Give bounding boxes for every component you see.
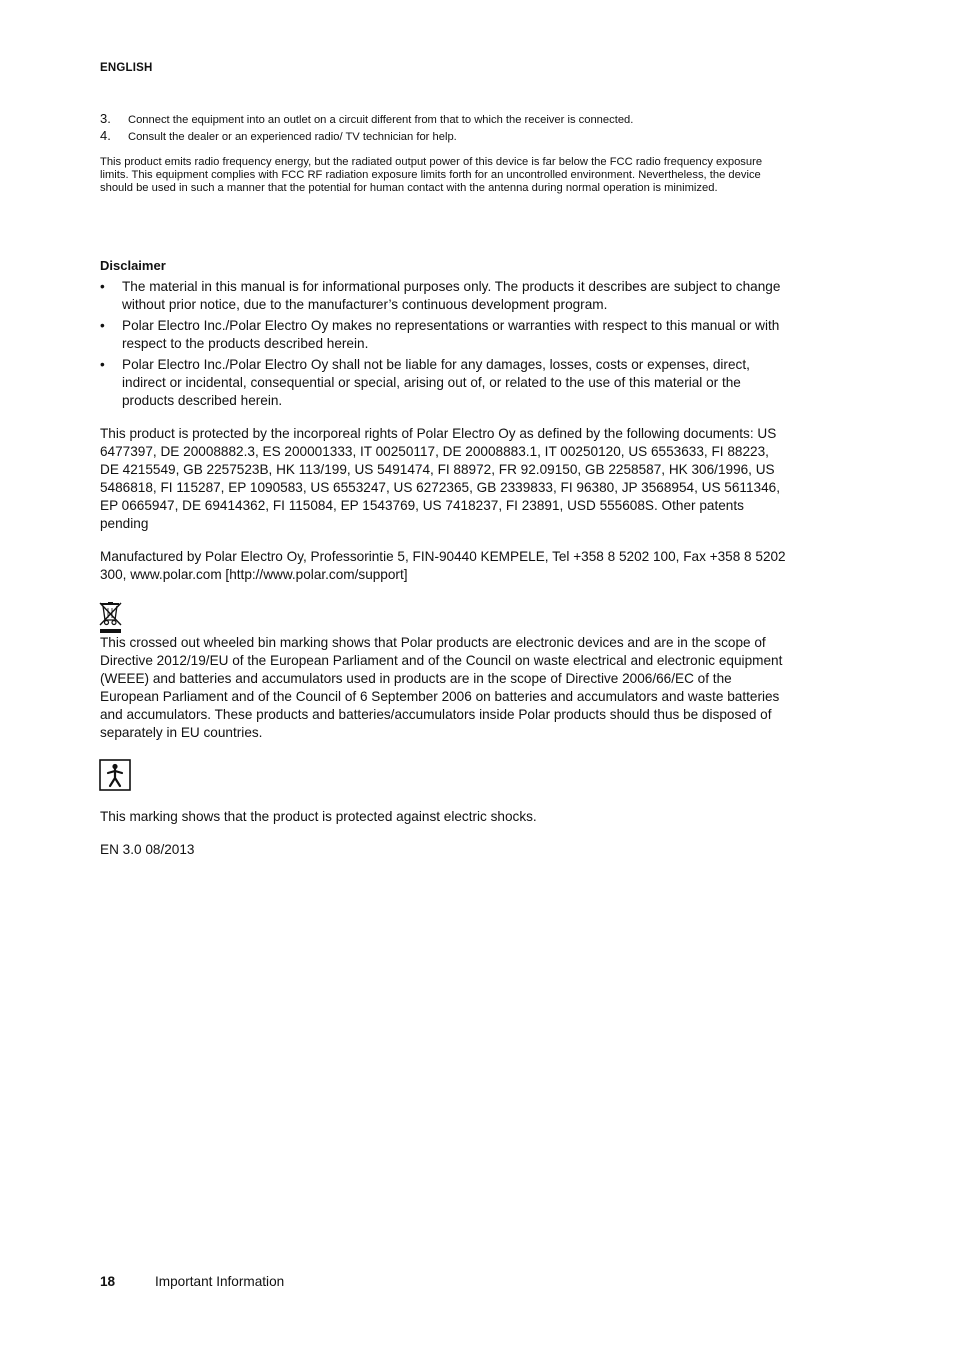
list-item xyxy=(100,111,800,128)
crossed-out-wheeled-bin-icon xyxy=(99,602,123,635)
fcc-exposure-paragraph: This product emits radio frequency energy, but the radiated output power of this device is far below the FCC radio frequency exposure limits. This equipment complies with FCC RF radiation exposure limits forth for an uncontrolled environment. Nevertheless, the device should be used in such a manner that the potential for human contact with the antenna during normal operation is minimized. xyxy=(100,156,763,194)
disclaimer-text: Polar Electro Inc./Polar Electro Oy shall not be liable for any damages, losses, costs or expenses, direct, indirect or incidental, consequential or special, arising out of, or related to the use of this material or the products described herein. xyxy=(122,357,750,408)
step-number: 3. xyxy=(100,111,111,126)
weee-paragraph: This crossed out wheeled bin marking shows that Polar products are electronic devices and are in the scope of Directive 2012/19/EU of the European Parliament and of the Council on waste electrical and electronic equipment (WEEE) and batteries and accumulators used in products are in the scope of Directive 2006/66/EC of the European Parliament and of the Council of 6 September 2006 on batteries and accumulators and waste batteries and accumulators. These products and batteries/accumulators inside Polar products should thus be disposed of separately in EU countries. xyxy=(100,635,783,740)
bullet-glyph: • xyxy=(100,279,105,294)
list-item xyxy=(100,317,790,353)
disclaimer-list xyxy=(100,278,790,413)
list-item xyxy=(100,278,790,314)
step-text: Consult the dealer or an experienced radio/ TV technician for help. xyxy=(128,131,457,143)
step-number: 4. xyxy=(100,128,111,143)
page-number: 18 xyxy=(100,1274,116,1289)
list-item xyxy=(100,128,800,145)
shock-protection-paragraph: This marking shows that the product is protected against electric shocks. xyxy=(100,809,537,824)
manufacturer-paragraph: Manufactured by Polar Electro Oy, Professorintie 5, FIN-90440 KEMPELE, Tel +358 8 5202 100, Fax +358 8 5202 300, www.polar.com [http://www.polar.com/support] xyxy=(100,549,786,582)
type-bf-applied-part-icon xyxy=(99,759,131,791)
disclaimer-text: Polar Electro Inc./Polar Electro Oy makes no representations or warranties with respect to this manual or with respect to the products described herein. xyxy=(122,318,780,351)
list-item xyxy=(100,356,790,410)
bullet-glyph: • xyxy=(100,357,105,372)
disclaimer-text: The material in this manual is for informational purposes only. The products it describes are subject to change without prior notice, due to the manufacturer’s continuous development program. xyxy=(122,279,781,312)
patents-paragraph: This product is protected by the incorporeal rights of Polar Electro Oy as defined by the following documents: US 6477397, DE 20008882.3, ES 200001333, IT 00250117, DE 20008883.1, IT 00250120, US 6553633, FI 88223, DE 4215549, GB 2257523B, HK 113/199, US 5491474, FI 88972, FR 92.09150, GB 2258587, HK 306/1996, US 5486818, FI 115287, EP 1090583, US 6553247, US 6272365, GB 2339833, FI 96380, JP 3568954, US 5611346, EP 0665947, DE 69414362, FI 115084, EP 1543769, US 7418237, FI 23891, USD 555608S. Other patents pending xyxy=(100,426,780,531)
language-header: ENGLISH xyxy=(100,62,153,74)
footer-section-title: Important Information xyxy=(155,1274,285,1289)
disclaimer-heading: Disclaimer xyxy=(100,258,166,273)
fcc-steps-list xyxy=(100,111,800,145)
document-version: EN 3.0 08/2013 xyxy=(100,842,195,857)
bullet-glyph: • xyxy=(100,318,105,333)
step-text: Connect the equipment into an outlet on a circuit different from that to which the receiver is connected. xyxy=(128,114,634,126)
